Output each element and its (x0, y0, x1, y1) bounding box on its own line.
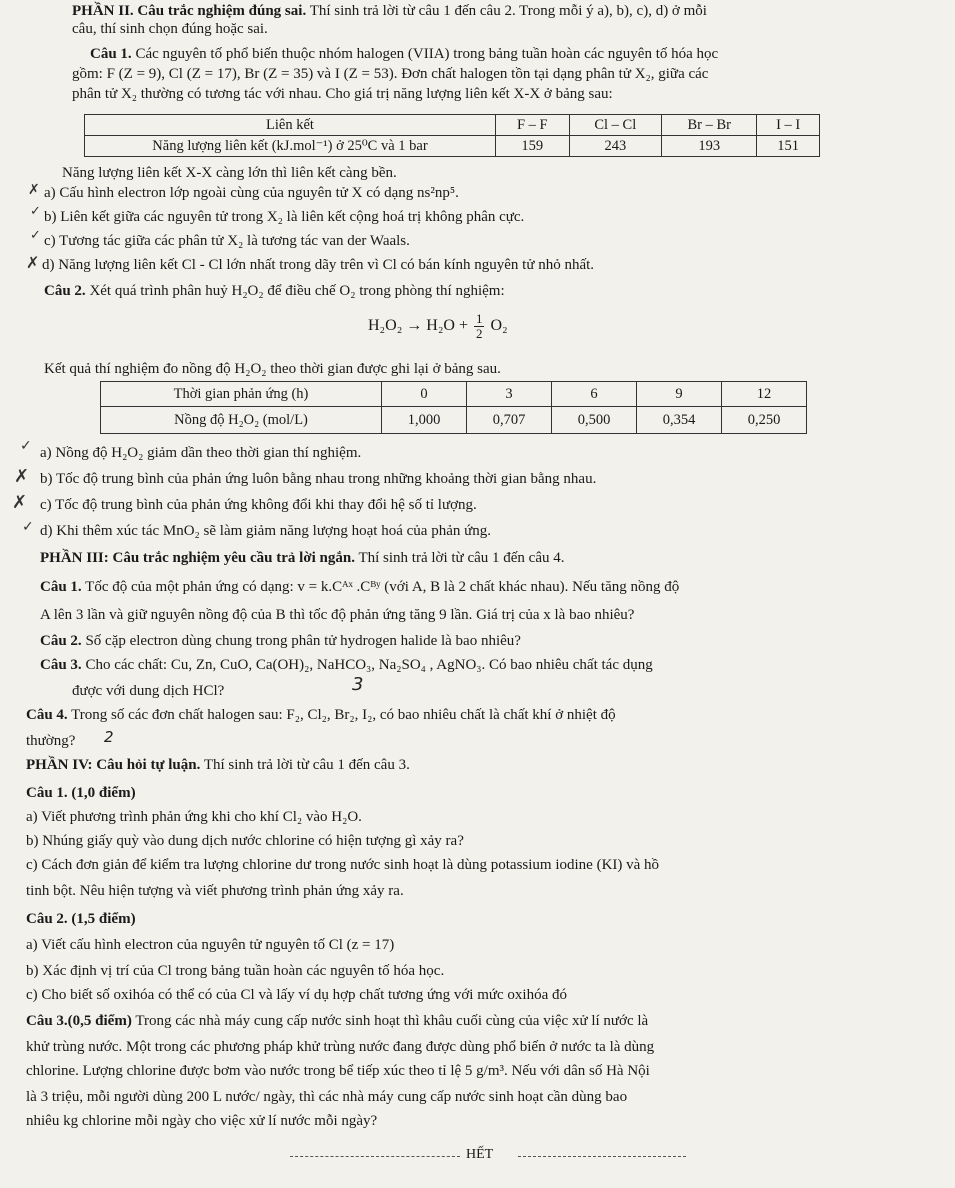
table-row (101, 382, 807, 407)
check-mark-icon: ✓ (30, 204, 41, 219)
table-cell: 243 (569, 136, 662, 157)
table-cell: 12 (722, 382, 807, 407)
table-cell: 0 (382, 382, 467, 407)
table-cell: 9 (637, 382, 722, 407)
equation-right: O₂ (490, 316, 508, 334)
handwritten-answer: 3 (352, 674, 364, 695)
table-row (85, 136, 820, 157)
table-cell: Thời gian phản ứng (h) (101, 382, 382, 407)
p3-q2-line1 (40, 632, 521, 651)
p2-q1-option-d: d) Năng lượng liên kết Cl - Cl lớn nhất trong dãy trên vì Cl có bán kính nguyên tử nhỏ nhất. (42, 257, 595, 273)
p3-q4-line1 (26, 706, 616, 725)
table-cell: 0,250 (722, 407, 807, 434)
p2-q1-option-b: b) Liên kết giữa các nguyên tử trong X₂ là liên kết cộng hoá trị không phân cực. (44, 209, 525, 225)
check-mark-icon: ✓ (22, 519, 34, 535)
p3-q3-line2: được với dung dịch HCl? (72, 683, 225, 699)
p3-q1-line2: A lên 3 lần và giữ nguyên nồng độ của B thì tốc độ phản ứng tăng 9 lần. Giá trị của x là bao nhiêu? (40, 607, 635, 623)
p4-q3-label: Câu 3.(0,5 điểm) (26, 1013, 132, 1029)
p4-q1-label: Câu 1. (1,0 điểm) (26, 785, 136, 801)
p4-q3-line3: chlorine. Lượng chlorine được bơm vào nước trong bể tiếp xúc theo tỉ lệ 5 g/m³. Nếu với dân số Hà Nội (26, 1063, 650, 1079)
p4-q3-line5: nhiêu kg chlorine mỗi ngày cho việc xử lí nước mỗi ngày? (26, 1113, 378, 1129)
fraction-denominator: 2 (475, 325, 483, 341)
table-cell: Năng lượng liên kết (kJ.mol⁻¹) ở 25⁰C và 1 bar (85, 136, 496, 157)
p4-q2-option-a: a) Viết cấu hình electron của nguyên tử nguyên tố Cl (z = 17) (26, 937, 395, 953)
fraction-numerator: 1 (475, 311, 483, 326)
p3-q4-text: Trong số các đơn chất halogen sau: F₂, Cl₂, Br₂, I₂, có bao nhiêu chất là chất khí ở nhiệt độ (71, 707, 616, 723)
part2-intro: Thí sinh trả lời từ câu 1 đến câu 2. Trong mỗi ý a), b), c), d) ở mỗi (309, 3, 707, 19)
p4-q3-line2: khử trùng nước. Một trong các phương pháp khử trùng nước đang được dùng phổ biến ở nước ta là dùng (26, 1039, 655, 1055)
part3-intro: Thí sinh trả lời từ câu 1 đến câu 4. (358, 550, 565, 566)
p4-q3-line4: là 3 triệu, mỗi người dùng 200 L nước/ ngày, thì các nhà máy cung cấp nước sinh hoạt cần dùng bao (26, 1089, 628, 1105)
part4-header (26, 756, 410, 775)
x-mark-icon: ✗ (12, 492, 28, 513)
p2-q1-line3: phân tử X₂ thường có tương tác với nhau. Cho giá trị năng lượng liên kết X-X ở bảng sau: (72, 86, 613, 102)
p4-q1-option-b: b) Nhúng giấy quỳ vào dung dịch nước chlorine có hiện tượng gì xảy ra? (26, 833, 464, 849)
divider (518, 1156, 686, 1157)
table-cell: 151 (757, 136, 820, 157)
part2-intro-line2: câu, thí sinh chọn đúng hoặc sai. (72, 21, 268, 37)
p2-q1-option-a: a) Cấu hình electron lớp ngoài cùng của nguyên tử X có dạng ns²np⁵. (44, 185, 459, 201)
part3-header (40, 549, 564, 568)
table-cell: Cl – Cl (569, 115, 662, 136)
p2-q1-label: Câu 1. (90, 46, 132, 62)
table-cell: F – F (496, 115, 570, 136)
table-cell: I – I (757, 115, 820, 136)
p3-q3-label: Câu 3. (40, 657, 82, 673)
p3-q1-label: Câu 1. (40, 579, 82, 595)
p2-q1-note: Năng lượng liên kết X-X càng lớn thì liên kết càng bền. (62, 165, 397, 181)
p4-q2-label: Câu 2. (1,5 điểm) (26, 911, 136, 927)
p4-q2-option-c: c) Cho biết số oxihóa có thể có của Cl và lấy ví dụ hợp chất tương ứng với mức oxihóa đó (26, 987, 567, 1003)
p2-q2-option-a: a) Nồng độ H₂O₂ giảm dần theo thời gian thí nghiệm. (40, 445, 362, 461)
p4-q3-text: Trong các nhà máy cung cấp nước sinh hoạt thì khâu cuối cùng của việc xử lí nước là (135, 1013, 649, 1029)
part3-title: PHẦN III: Câu trắc nghiệm yêu cầu trả lời ngắn. (40, 550, 355, 566)
table-cell: 0,500 (552, 407, 637, 434)
p3-q4-line2: thường? (26, 733, 76, 749)
p2-q2-label: Câu 2. (44, 283, 86, 299)
p4-q2-option-b: b) Xác định vị trí của Cl trong bảng tuần hoàn các nguyên tố hóa học. (26, 963, 445, 979)
p4-q1-option-c-line2: tinh bột. Nêu hiện tượng và viết phương trình phản ứng xảy ra. (26, 883, 404, 899)
p3-q2-text: Số cặp electron dùng chung trong phân tử hydrogen halide là bao nhiêu? (85, 633, 521, 649)
p3-q2-label: Câu 2. (40, 633, 82, 649)
p3-q3-line1 (40, 656, 653, 675)
p2-q2-option-c: c) Tốc độ trung bình của phản ứng không đổi khi thay đổi hệ số tỉ lượng. (40, 497, 477, 513)
table-cell: 0,354 (637, 407, 722, 434)
fraction (474, 312, 485, 340)
check-mark-icon: ✓ (20, 438, 32, 454)
end-marker: HẾT (466, 1147, 494, 1162)
table-cell: Br – Br (662, 115, 757, 136)
p3-q4-label: Câu 4. (26, 707, 68, 723)
p2-q2-line1 (44, 282, 505, 301)
table-cell: 0,707 (467, 407, 552, 434)
table-cell: 159 (496, 136, 570, 157)
p2-q2-option-d: d) Khi thêm xúc tác MnO₂ sẽ làm giảm năng lượng hoạt hoá của phản ứng. (40, 523, 491, 539)
table-row (85, 115, 820, 136)
p3-q1-line1 (40, 578, 679, 597)
p2-q1-line2: gồm: F (Z = 9), Cl (Z = 17), Br (Z = 35) và I (Z = 53). Đơn chất halogen tồn tại dạng phân tử X₂, giữa các (72, 66, 709, 82)
p4-q1-option-c-line1: c) Cách đơn giản để kiểm tra lượng chlorine dư trong nước sinh hoạt là dùng potassium iodine (KI) và hồ (26, 857, 660, 873)
p4-q1-option-a: a) Viết phương trình phản ứng khi cho khí Cl₂ vào H₂O. (26, 809, 362, 825)
table-cell: 1,000 (382, 407, 467, 434)
concentration-table (100, 381, 807, 434)
p3-q3-text: Cho các chất: Cu, Zn, CuO, Ca(OH)₂, NaHCO₃, Na₂SO₄ , AgNO₃. Có bao nhiêu chất tác dụng (85, 657, 653, 673)
table-cell: 193 (662, 136, 757, 157)
equation-left: H₂O₂ → H₂O + (368, 316, 468, 334)
x-mark-icon: ✗ (14, 466, 30, 487)
part4-title: PHẦN IV: Câu hỏi tự luận. (26, 757, 201, 773)
table-row (101, 407, 807, 434)
table-cell: Liên kết (85, 115, 496, 136)
decomposition-equation (368, 312, 508, 340)
check-mark-icon: ✓ (30, 228, 41, 243)
x-mark-icon: ✗ (26, 253, 40, 272)
p2-q1-option-c: c) Tương tác giữa các phân tử X₂ là tương tác van der Waals. (44, 233, 410, 249)
part2-title: PHẦN II. Câu trắc nghiệm đúng sai. (72, 3, 307, 19)
table-cell: 6 (552, 382, 637, 407)
bond-energy-table (84, 114, 820, 157)
p3-q1-text: Tốc độ của một phản ứng có dạng: v = k.Cᴬˣ .Cᴮʸ (với A, B là 2 chất khác nhau). Nếu tăng nồng độ (85, 579, 680, 595)
p4-q3-line1 (26, 1012, 648, 1031)
p2-q1-line1 (90, 45, 718, 64)
part2-intro-line1 (72, 2, 707, 21)
divider (290, 1156, 460, 1157)
p2-q2-line2: Kết quả thí nghiệm đo nồng độ H₂O₂ theo thời gian được ghi lại ở bảng sau. (44, 361, 501, 377)
p2-q2-option-b: b) Tốc độ trung bình của phản ứng luôn bằng nhau trong những khoảng thời gian bằng nhau. (40, 471, 597, 487)
part4-intro: Thí sinh trả lời từ câu 1 đến câu 3. (203, 757, 410, 773)
table-cell: 3 (467, 382, 552, 407)
handwritten-answer: 2 (104, 728, 114, 746)
x-mark-icon: ✗ (28, 182, 40, 198)
p2-q1-text: Các nguyên tố phổ biến thuộc nhóm halogen (VIIA) trong bảng tuần hoàn các nguyên tố hóa học (135, 46, 719, 62)
p2-q2-text: Xét quá trình phân huỷ H₂O₂ để điều chế O₂ trong phòng thí nghiệm: (89, 283, 505, 299)
table-cell: Nồng độ H₂O₂ (mol/L) (101, 407, 382, 434)
